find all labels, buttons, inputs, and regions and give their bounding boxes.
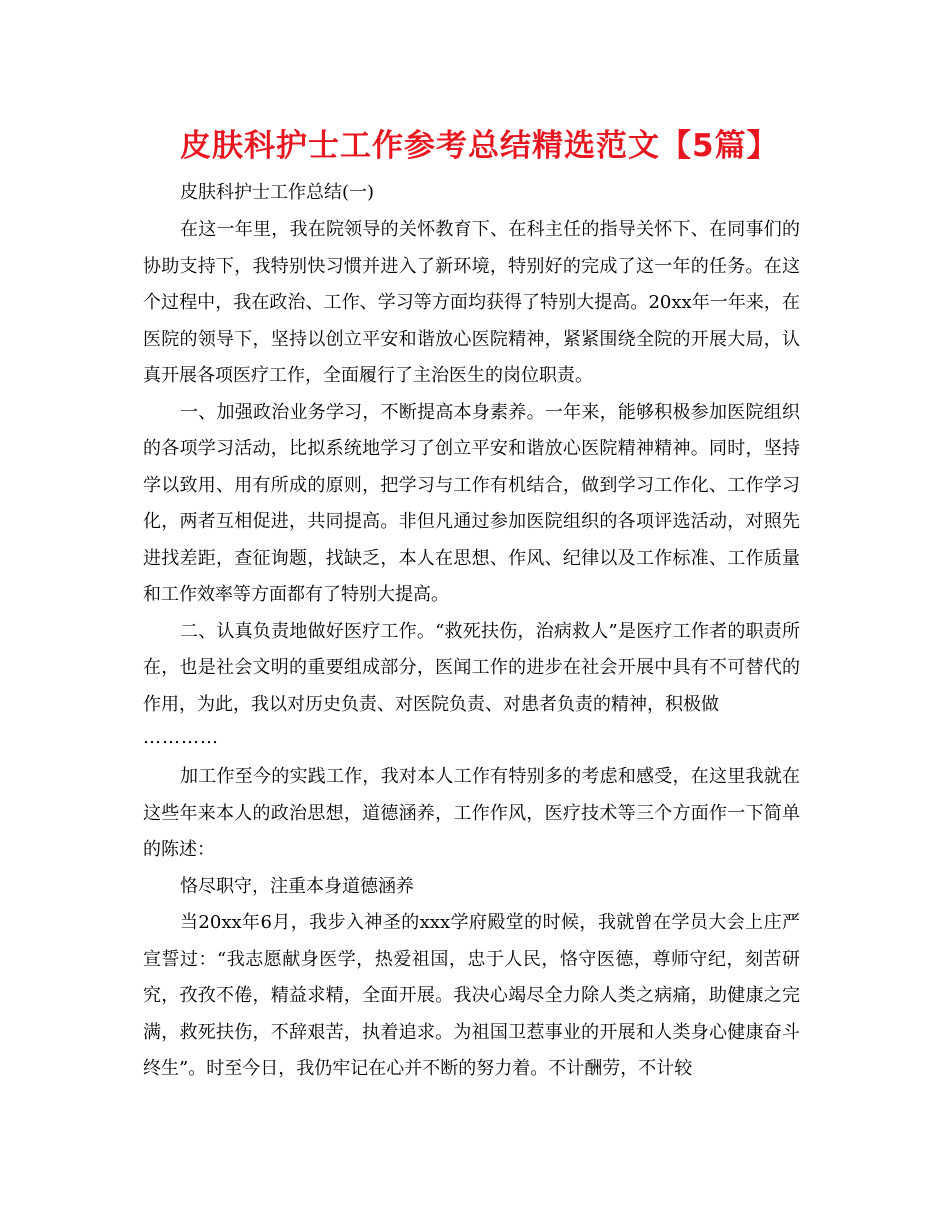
ellipsis-separator: …………	[143, 727, 219, 748]
paragraph-intro: 在这一年里，我在院领导的关怀教育下、在科主任的指导关怀下、在同事们的协助支持下，我特别快习惯并进入了新环境，特别好的完成了这一年的任务。在这个过程中，我在政治、工作、学习等方面均获得了特别大提高。20xx年一年来，在医院的领导下，坚持以创立平安和谐放心医院精神，紧紧围绕全院的开展大局，认真开展各项医疗工作，全面履行了主治医生的岗位职责。	[143, 219, 800, 386]
section-title: 皮肤科护士工作总结(一)	[180, 182, 375, 203]
paragraph-medical-work: 二、认真负责地做好医疗工作。“救死扶伤，治病救人”是医疗工作者的职责所在，也是社会文明的重要组成部分，医闻工作的进步在社会开展中具有不可替代的作用，为此，我以对历史负责、对医院负责、对患者负责的精神，积极做	[143, 620, 800, 715]
paragraph-oath: 当20xx年6月，我步入神圣的xxx学府殿堂的时候，我就曾在学员大会上庄严宣誓过：“我志愿献身医学，热爱祖国，忠于人民，恪守医德，尊师守纪，刻苦研究，孜孜不倦，精益求精，全面开展。我决心竭尽全力除人类之病痛，助健康之完满，救死扶伤，不辞艰苦，执着追求。为祖国卫惹事业的开展和人类身心健康奋斗终生”。时至今日，我仍牢记在心并不断的努力着。不计酬劳，不计较	[143, 912, 800, 1079]
paragraph-practice-reflection: 加工作至今的实践工作，我对本人工作有特别多的考虑和感受，在这里我就在这些年来本人的政治思想，道德涵养，工作作风，医疗技术等三个方面作一下简单的陈述：	[143, 766, 800, 860]
subheading-duty: 恪尽职守，注重本身道德涵养	[180, 875, 414, 897]
paragraph-political-study: 一、加强政治业务学习，不断提高本身素养。一年来，能够积极参加医院组织的各项学习活动，比拟系统地学习了创立平安和谐放心医院精神精神。同时，坚持学以致用、用有所成的原则，把学习与工作有机结合，做到学习工作化、工作学习化，两者互相促进，共同提高。非但凡通过参加医院组织的各项评选活动，对照先进找差距，查征询题，找缺乏，本人在思想、作风、纪律以及工作标准、工作质量和工作效率等方面都有了特别大提高。	[143, 401, 800, 605]
document-title: 皮肤科护士工作参考总结精选范文【5篇】	[180, 128, 779, 164]
